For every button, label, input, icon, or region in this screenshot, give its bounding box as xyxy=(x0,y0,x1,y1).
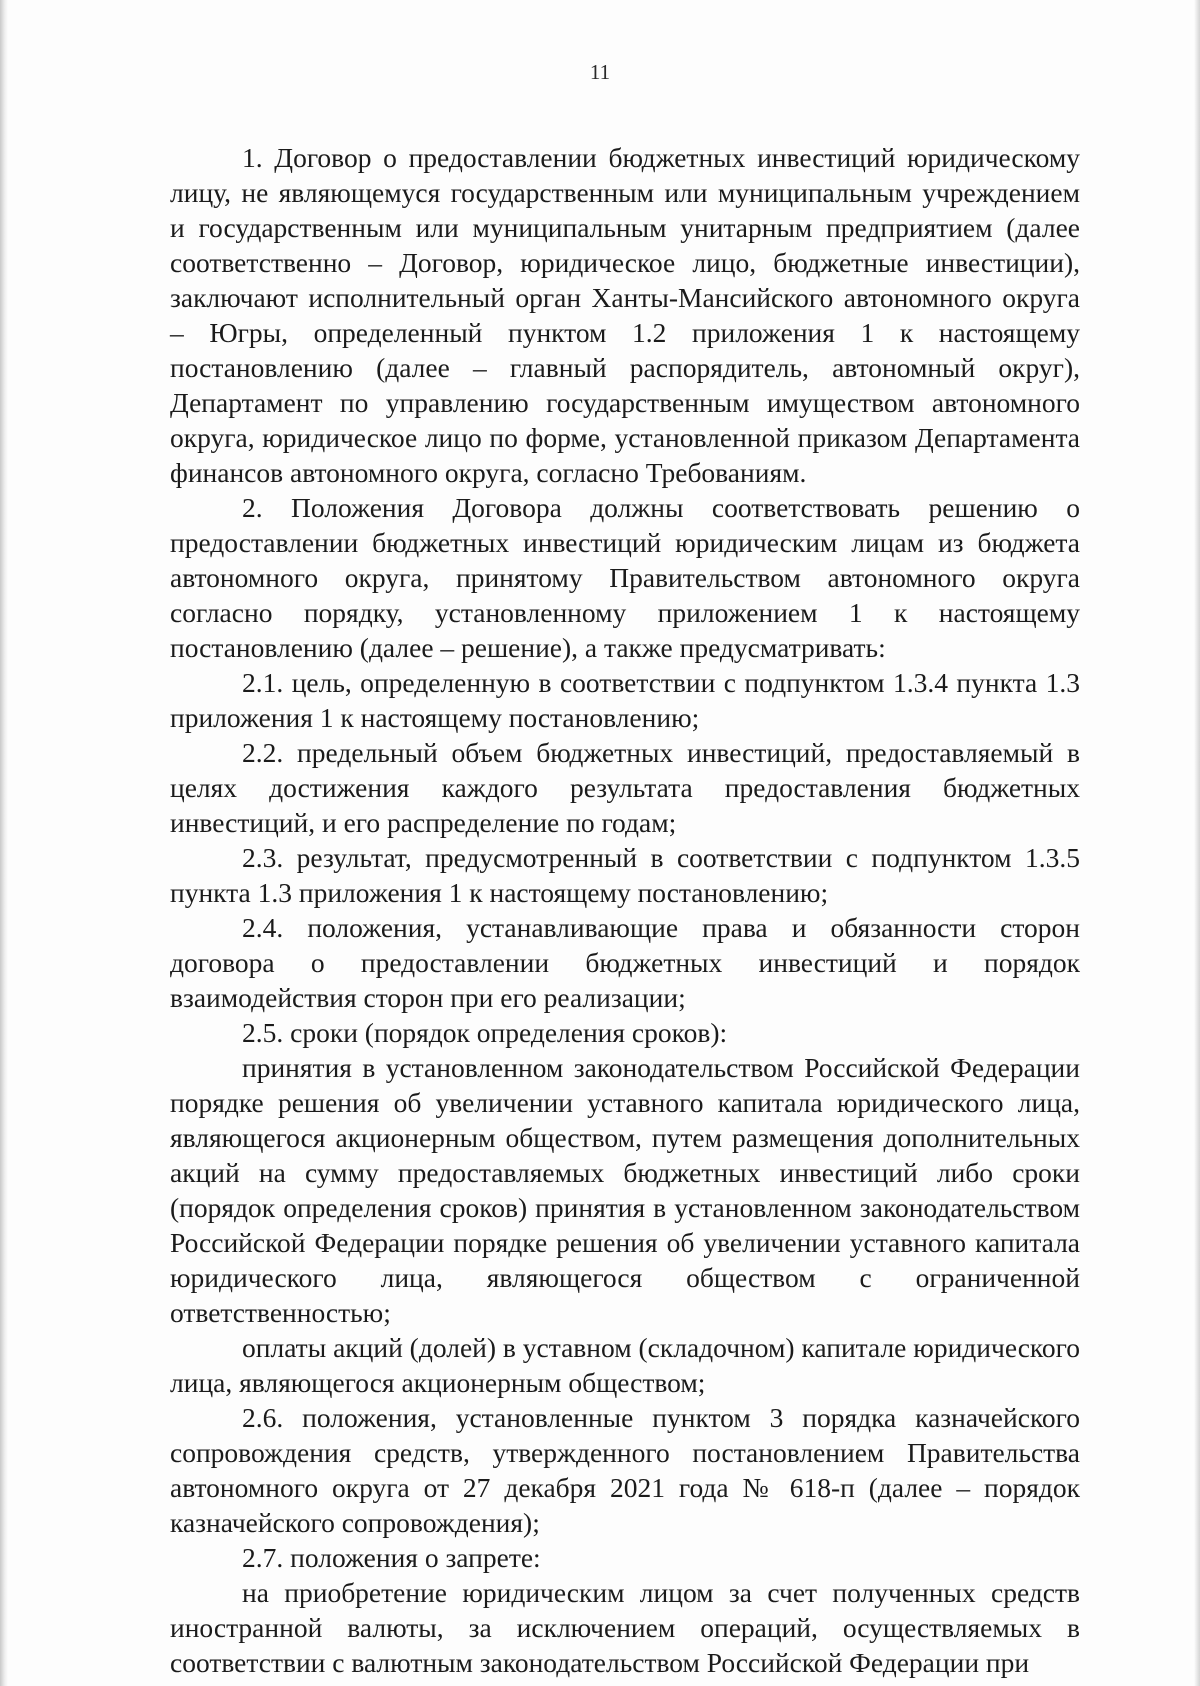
paragraph-2-7-a: на приобретение юридическим лицом за счет полученных средств иностранной валюты, за исключением операций, осуществляемых в соответствии с валютным законодательством Российской Федерации при xyxy=(170,1577,1080,1678)
document-body xyxy=(170,140,1080,1680)
paragraph-2-5: 2.5. сроки (порядок определения сроков): xyxy=(242,1017,728,1048)
paragraph-2-6: 2.6. положения, установленные пунктом 3 порядка казначейского сопровождения средств, утвержденного постановлением Правительства автономного округа от 27 декабря 2021 года № 618-п (далее – порядок казначейского сопровождения); xyxy=(170,1402,1080,1538)
paragraph-2-7: 2.7. положения о запрете: xyxy=(242,1542,541,1573)
paragraph-2-5-a: принятия в установленном законодательством Российской Федерации порядке решения об увеличении уставного капитала юридического лица, являющегося акционерным обществом, путем размещения дополнительных акций на сумму предоставляемых бюджетных инвестиций либо сроки (порядок определения сроков) принятия в установленном законодательством Российской Федерации порядке решения об увеличении уставного капитала юридического лица, являющегося обществом с ограниченной ответственностью; xyxy=(170,1052,1080,1328)
paragraph-2-2: 2.2. предельный объем бюджетных инвестиций, предоставляемый в целях достижения каждого результата предоставления бюджетных инвестиций, и его распределение по годам; xyxy=(170,737,1080,838)
paragraph-2-5-b: оплаты акций (долей) в уставном (складочном) капитале юридического лица, являющегося акционерным обществом; xyxy=(170,1332,1080,1398)
page-number: 11 xyxy=(589,60,611,84)
scan-edge-right xyxy=(1194,0,1200,1686)
paragraph-2: 2. Положения Договора должны соответствовать решению о предоставлении бюджетных инвестиций юридическим лицам из бюджета автономного округа, принятому Правительством автономного округа согласно порядку, установленному приложением 1 к настоящему постановлению (далее – решение), а также предусматривать: xyxy=(170,492,1080,663)
paragraph-1: 1. Договор о предоставлении бюджетных инвестиций юридическому лицу, не являющемуся государственным или муниципальным учреждением и государственным или муниципальным унитарным предприятием (далее соответственно – Договор, юридическое лицо, бюджетные инвестиции), заключают исполнительный орган Ханты-Мансийского автономного округа – Югры, определенный пунктом 1.2 приложения 1 к настоящему постановлению (далее – главный распорядитель, автономный округ), Департамент по управлению государственным имуществом автономного округа, юридическое лицо по форме, установленной приказом Департамента финансов автономного округа, согласно Требованиям. xyxy=(170,142,1080,488)
scan-edge-left xyxy=(0,0,8,1686)
paragraph-2-1: 2.1. цель, определенную в соответствии с подпунктом 1.3.4 пункта 1.3 приложения 1 к настоящему постановлению; xyxy=(170,667,1080,733)
paragraph-2-4: 2.4. положения, устанавливающие права и обязанности сторон договора о предоставлении бюджетных инвестиций и порядок взаимодействия сторон при его реализации; xyxy=(170,912,1080,1013)
paragraph-2-3: 2.3. результат, предусмотренный в соответствии с подпунктом 1.3.5 пункта 1.3 приложения 1 к настоящему постановлению; xyxy=(170,842,1080,908)
